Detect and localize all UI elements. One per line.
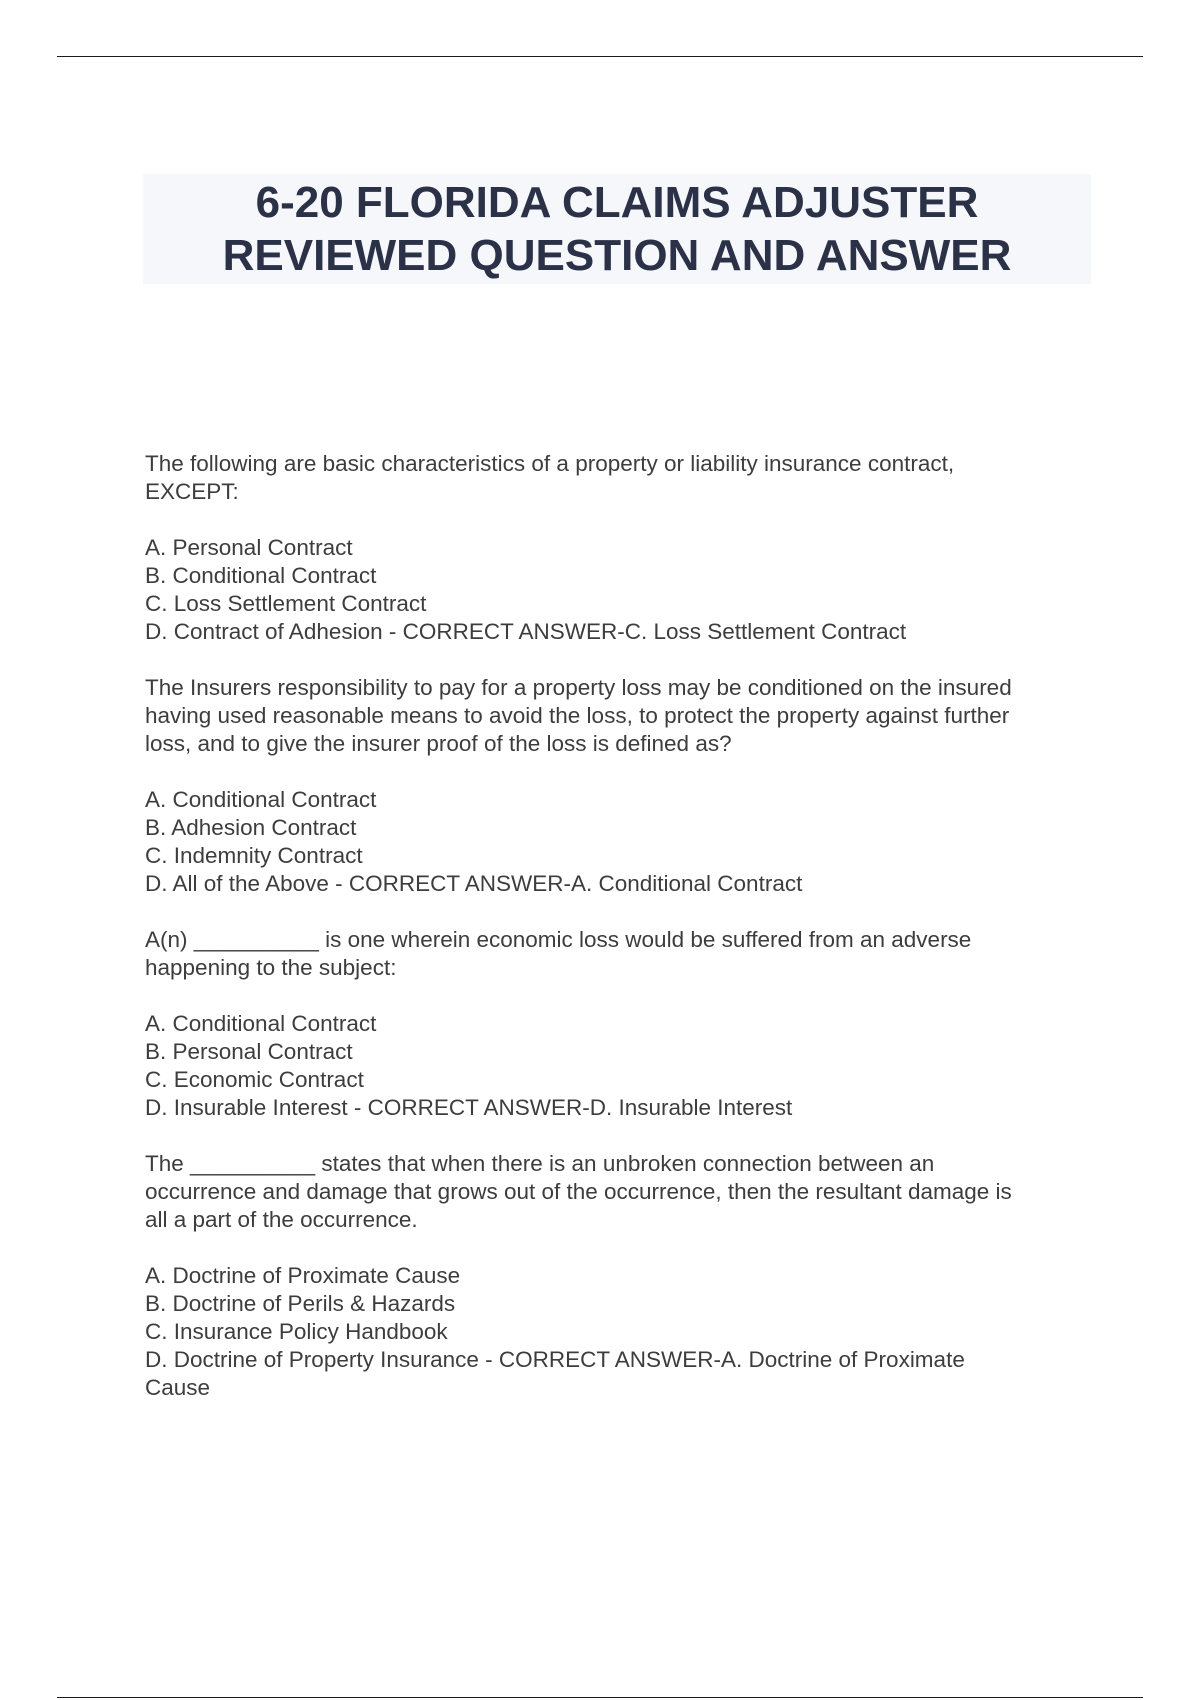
- answer-option-with-correct-answer: D. Doctrine of Property Insurance - CORRECT ANSWER-A. Doctrine of Proximate: [145, 1347, 965, 1372]
- question-line: The Insurers responsibility to pay for a property loss may be conditioned on the insured: [145, 675, 1012, 700]
- bottom-rule: [57, 1697, 1143, 1698]
- answer-option: B. Adhesion Contract: [145, 815, 357, 840]
- question-line: all a part of the occurrence.: [145, 1207, 418, 1232]
- question-list: [145, 450, 1095, 1430]
- question-text: [145, 674, 1095, 758]
- question-block: [145, 1150, 1095, 1402]
- answer-option: B. Conditional Contract: [145, 563, 377, 588]
- title-line: 6-20 FLORIDA CLAIMS ADJUSTER: [255, 178, 979, 227]
- question-text: [145, 1150, 1095, 1234]
- answer-options: [145, 1262, 1095, 1402]
- question-line: having used reasonable means to avoid the loss, to protect the property against further: [145, 703, 1010, 728]
- answer-option: A. Conditional Contract: [145, 787, 377, 812]
- document-title: [143, 174, 1091, 284]
- question-line: loss, and to give the insurer proof of the loss is defined as?: [145, 731, 732, 756]
- answer-option-with-correct-answer: D. Insurable Interest - CORRECT ANSWER-D. Insurable Interest: [145, 1095, 793, 1120]
- answer-option-with-correct-answer: D. All of the Above - CORRECT ANSWER-A. Conditional Contract: [145, 871, 803, 896]
- question-line: A(n) __________ is one wherein economic loss would be suffered from an adverse: [145, 927, 972, 952]
- answer-options: [145, 1010, 1095, 1122]
- answer-options: [145, 534, 1095, 646]
- title-line: REVIEWED QUESTION AND ANSWER: [222, 231, 1012, 280]
- answer-option: A. Doctrine of Proximate Cause: [145, 1263, 461, 1288]
- answer-option-continuation: Cause: [145, 1375, 211, 1400]
- answer-option-with-correct-answer: D. Contract of Adhesion - CORRECT ANSWER-C. Loss Settlement Contract: [145, 619, 907, 644]
- question-block: [145, 674, 1095, 898]
- answer-option: B. Doctrine of Perils & Hazards: [145, 1291, 456, 1316]
- answer-option: A. Personal Contract: [145, 535, 353, 560]
- question-text: [145, 926, 1095, 982]
- answer-options: [145, 786, 1095, 898]
- question-text: [145, 450, 1095, 506]
- question-line: happening to the subject:: [145, 955, 397, 980]
- answer-option: B. Personal Contract: [145, 1039, 353, 1064]
- question-line: EXCEPT:: [145, 479, 239, 504]
- top-rule: [57, 56, 1143, 57]
- answer-option: A. Conditional Contract: [145, 1011, 377, 1036]
- question-line: occurrence and damage that grows out of the occurrence, then the resultant damage is: [145, 1179, 1012, 1204]
- answer-option: C. Loss Settlement Contract: [145, 591, 427, 616]
- question-line: The __________ states that when there is an unbroken connection between an: [145, 1151, 935, 1176]
- question-line: The following are basic characteristics of a property or liability insurance contract,: [145, 451, 955, 476]
- question-block: [145, 450, 1095, 646]
- answer-option: C. Economic Contract: [145, 1067, 364, 1092]
- answer-option: C. Insurance Policy Handbook: [145, 1319, 448, 1344]
- question-block: [145, 926, 1095, 1122]
- answer-option: C. Indemnity Contract: [145, 843, 363, 868]
